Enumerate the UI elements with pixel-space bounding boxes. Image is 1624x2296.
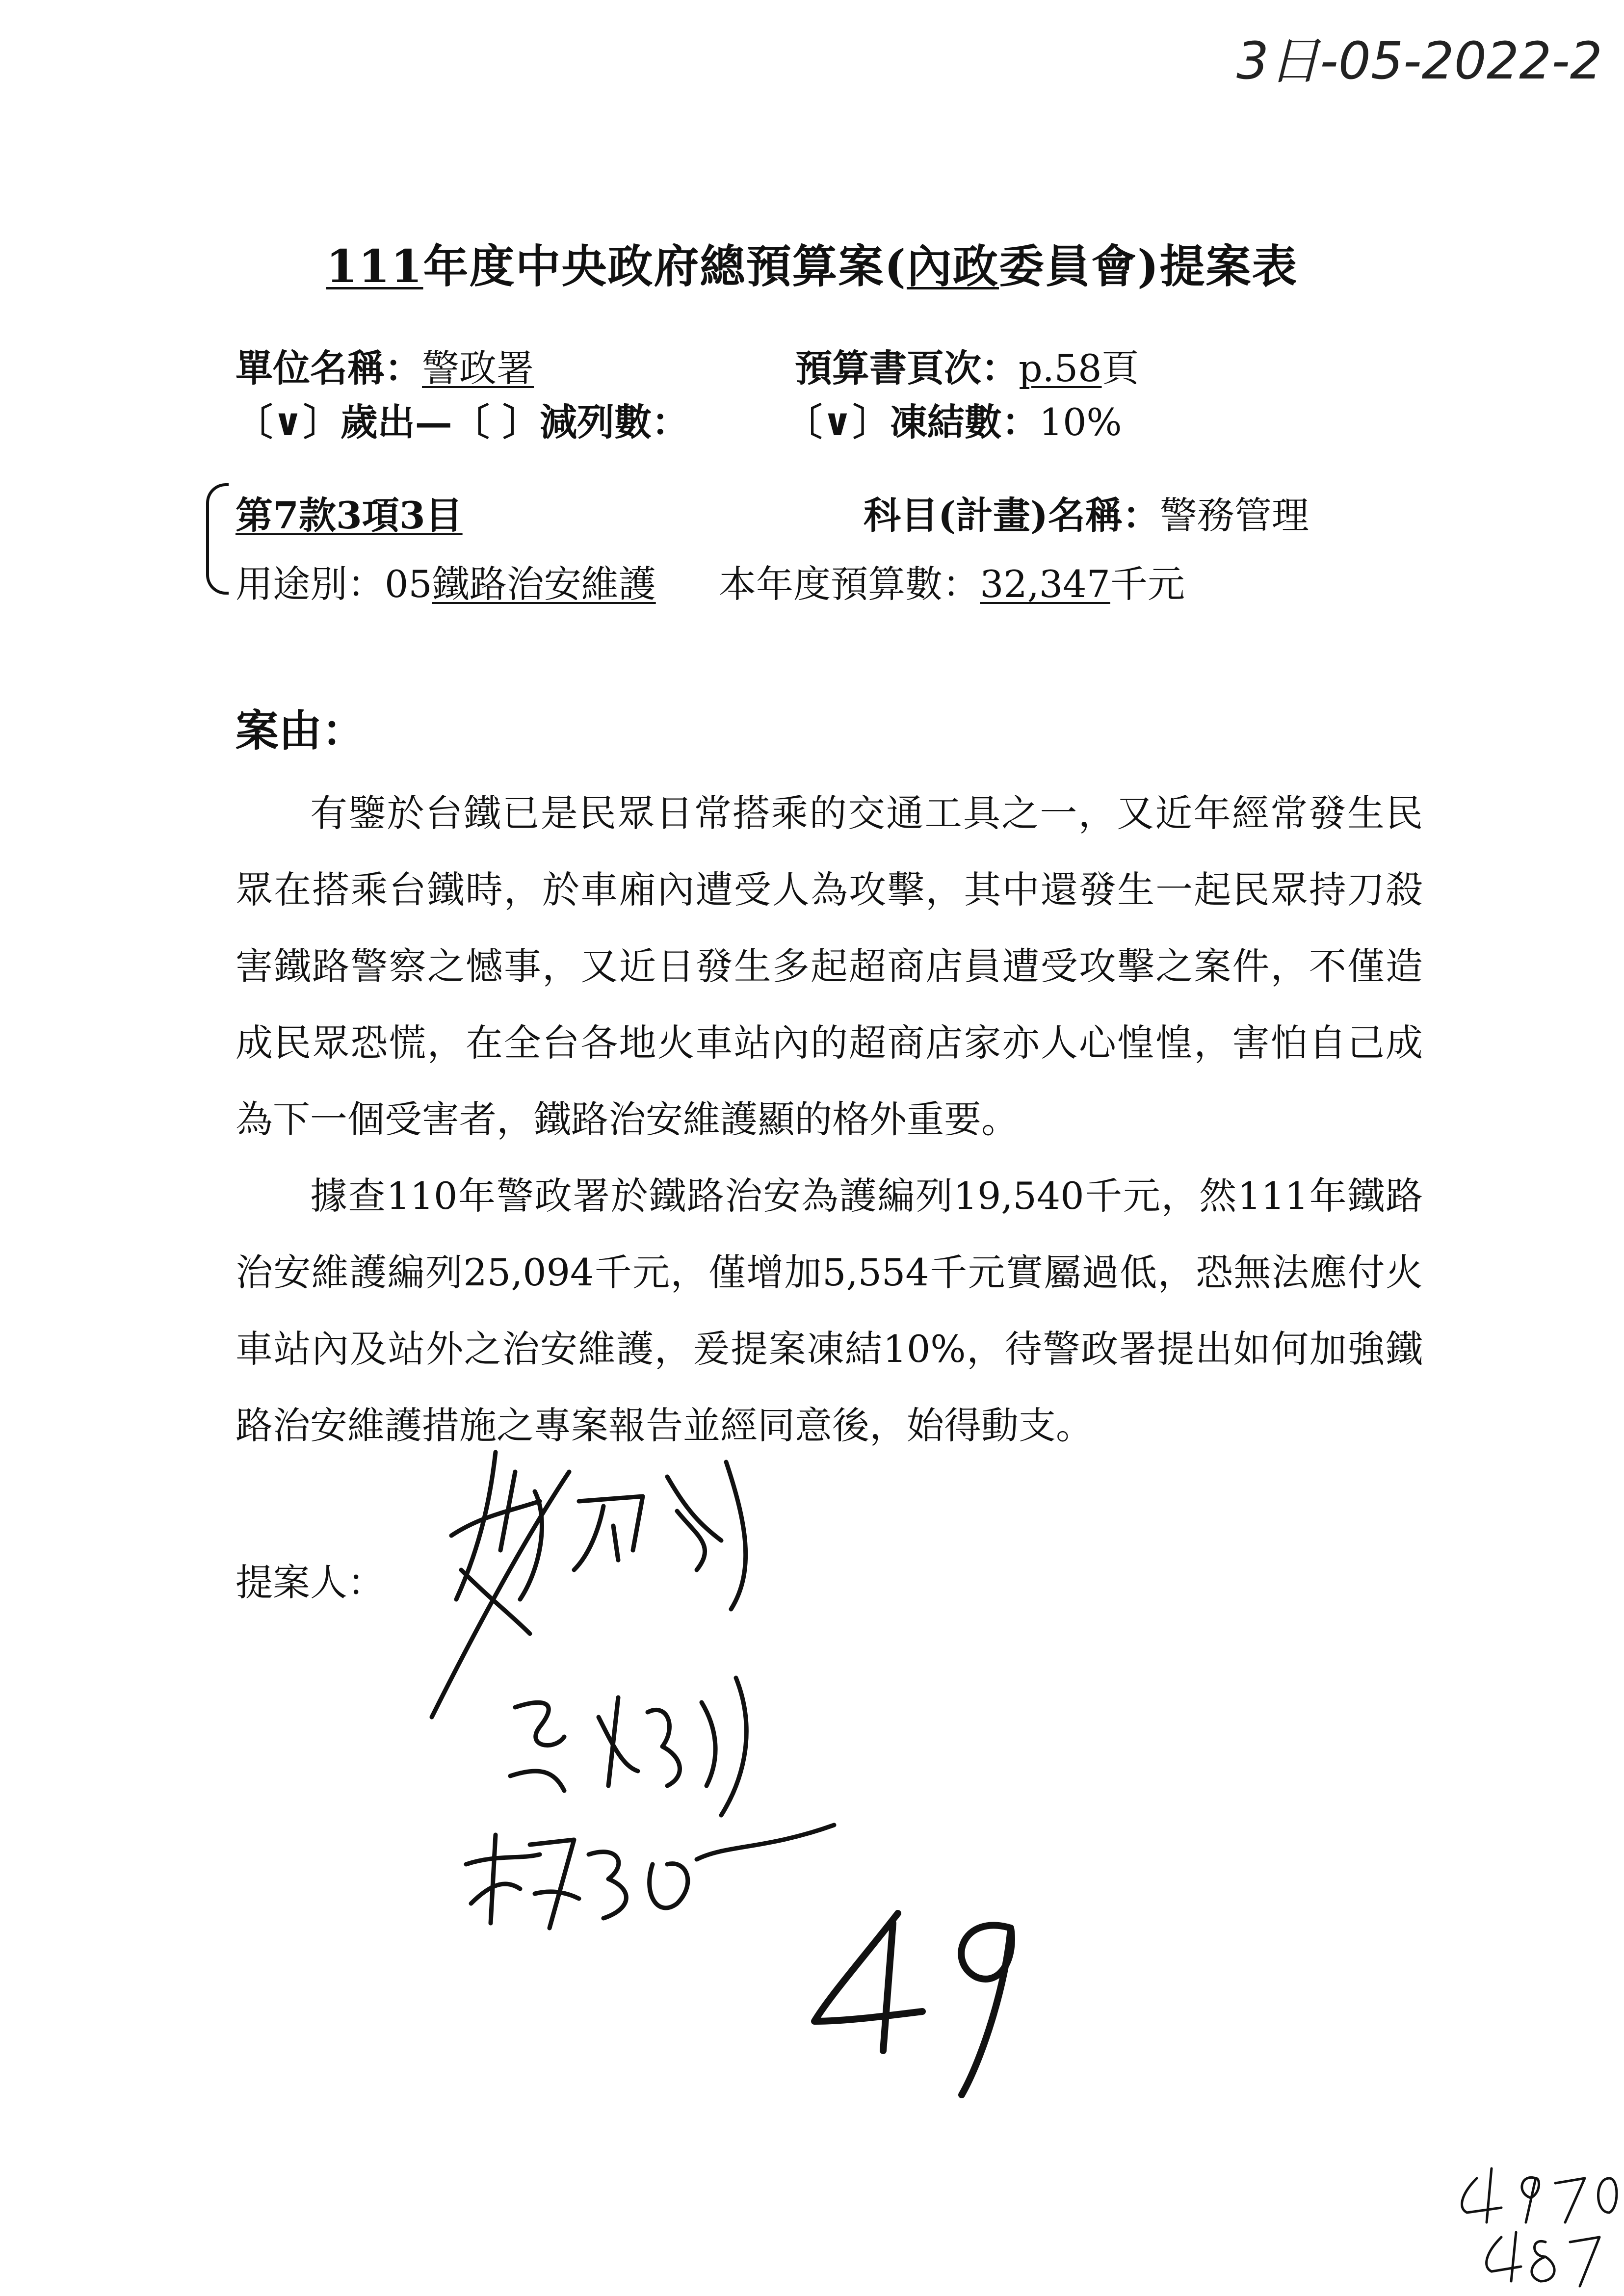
budget-value: 32,347 xyxy=(980,562,1110,606)
reason-paragraph-2: 據查110年警政署於鐵路治安為護編列19,540千元，然111年鐵路治安維護編列25,094千元，僅增加5,554千元實屬過低，恐無法應付火車站內及站外之治安維護，爰提案凍結10%，待警政署提出如何加強鐵路治安維護措施之專案報告並經同意後，始得動支。 xyxy=(236,1174,1423,1447)
freeze-label: 〔∨〕凍結數： xyxy=(785,400,1039,444)
reason-paragraph-1: 有鑒於台鐵已是民眾日常搭乘的交通工具之一，又近年經常發生民眾在搭乘台鐵時，於車廂內遭受人為攻擊，其中還發生一起民眾持刀殺害鐵路警察之憾事，又近日發生多起超商店員遭受攻擊之案件，不僅造成民眾恐慌，在全台各地火車站內的超商店家亦人心惶惶，害怕自己成為下一個受害者，鐵路治安維護顯的格外重要。 xyxy=(236,791,1423,1141)
title-year: 111 xyxy=(326,240,423,293)
corner-numbers-drawing xyxy=(1462,2168,1617,2286)
page-label: 預算書頁次： xyxy=(795,346,1019,390)
usage-value: 鐵路治安維護 xyxy=(432,562,656,606)
subject-value: 警務管理 xyxy=(1159,494,1309,537)
handwritten-number-49-drawing xyxy=(814,1913,1012,2095)
proposer-label: 提案人： xyxy=(236,1561,385,1604)
reason-heading: 案由： xyxy=(236,705,366,756)
signature-2 xyxy=(510,1678,746,1815)
budget-label: 本年度預算數： xyxy=(719,562,980,606)
unit-label: 單位名稱： xyxy=(236,346,422,390)
title-text-after: 委員會)提案表 xyxy=(999,240,1298,293)
page-value: p.58 xyxy=(1019,346,1102,390)
signature-1 xyxy=(432,1452,746,1717)
title-text-before: 年度中央政府總預算案( xyxy=(423,240,907,293)
section-code: 第7款3項3目 xyxy=(236,494,463,537)
budget-unit: 千元 xyxy=(1110,562,1185,606)
title-committee: 內政 xyxy=(907,240,999,293)
usage-label: 用途別：05 xyxy=(236,562,432,606)
page-suffix: 頁 xyxy=(1101,346,1139,390)
subject-label: 科目(計畫)名稱： xyxy=(864,494,1160,537)
unit-name: 警政署 xyxy=(422,346,534,390)
expense-line: 〔∨〕歲出—〔 〕減列數： xyxy=(236,400,689,444)
freeze-value: 10% xyxy=(1039,400,1122,444)
signature-3 xyxy=(466,1825,834,1928)
handwritten-date-stamp: 3日-05-2022-2 xyxy=(1236,31,1602,91)
